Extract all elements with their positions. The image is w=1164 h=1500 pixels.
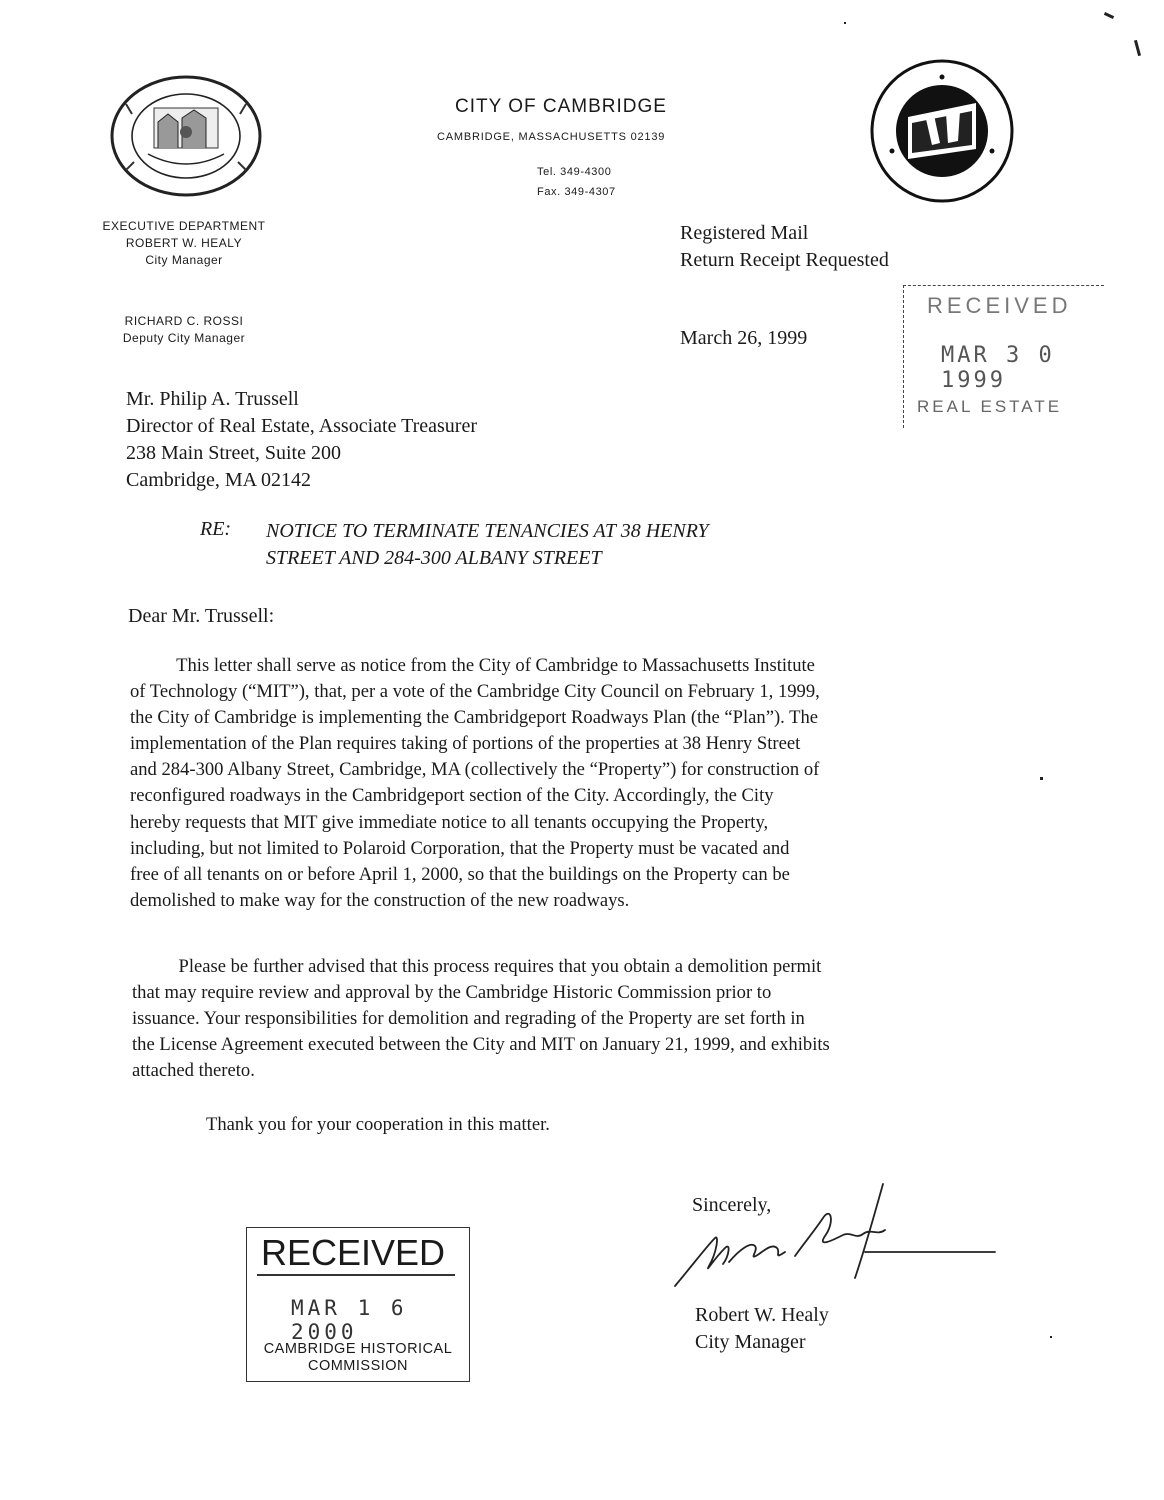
signer-block <box>695 1302 829 1356</box>
received-stamp-top <box>903 285 1111 433</box>
recipient-city: Cambridge, MA 02142 <box>126 469 311 491</box>
paragraph-line: the City of Cambridge is implementing the Cambridgeport Roadways Plan (the “Plan”). The <box>130 707 819 729</box>
award-emblem-icon <box>868 57 1016 205</box>
letterhead-address: CAMBRIDGE, MASSACHUSETTS 02139 <box>437 131 666 143</box>
deputy-title: Deputy City Manager <box>122 331 246 345</box>
signer-title: City Manager <box>695 1331 806 1353</box>
received-stamp-title: RECEIVED <box>261 1232 446 1273</box>
recipient-street: 238 Main Street, Suite 200 <box>126 442 341 464</box>
re-subject-line: STREET AND 284-300 ALBANY STREET <box>266 547 602 569</box>
recipient-title: Director of Real Estate, Associate Treasurer <box>126 415 478 437</box>
paragraph-line: reconfigured roadways in the Cambridgeport section of the City. Accordingly, the City <box>130 785 774 807</box>
salutation: Dear Mr. Trussell: <box>128 605 275 627</box>
closing: Sincerely, <box>692 1194 772 1216</box>
re-label: RE: <box>200 518 232 540</box>
mailing-instructions <box>680 220 889 274</box>
letter-date: March 26, 1999 <box>680 327 808 349</box>
body-paragraph-2 <box>132 954 830 1084</box>
received-stamp-historical-commission <box>246 1227 470 1382</box>
received-stamp-date: MAR 1 6 2000 <box>291 1296 408 1344</box>
paragraph-line: free of all tenants on or before April 1, 2000, so that the buildings on the Property can be <box>130 863 790 885</box>
paragraph-line: issuance. Your responsibilities for demolition and regrading of the Property are set forth in <box>132 1008 805 1030</box>
stamp-line-received: RECEIVED <box>927 293 1072 318</box>
scan-mark <box>1134 40 1141 56</box>
paragraph-line: hereby requests that MIT give immediate notice to all tenants occupying the Property, <box>130 811 769 833</box>
paragraph-line: and 284-300 Albany Street, Cambridge, MA (collectively the “Property”) for construction of <box>130 759 820 781</box>
body-paragraph-1 <box>130 653 820 914</box>
stamp-divider <box>257 1274 455 1276</box>
letterhead-city-name: CITY OF CAMBRIDGE <box>455 96 667 117</box>
stamp-line-department: REAL ESTATE <box>917 397 1063 416</box>
received-stamp-org-line: CAMBRIDGE HISTORICAL <box>263 1341 453 1357</box>
mailing-line: Registered Mail <box>680 222 809 244</box>
stamp-date: MAR 3 0 1999 <box>941 343 1055 393</box>
city-manager-name: ROBERT W. HEALY <box>125 236 243 250</box>
scan-mark <box>844 22 846 24</box>
paragraph-line: Please be further advised that this process requires that you obtain a demolition permit <box>132 956 822 977</box>
mailing-line: Return Receipt Requested <box>680 249 889 271</box>
re-subject-line: NOTICE TO TERMINATE TENANCIES AT 38 HENRY <box>266 520 709 542</box>
paragraph-line: of Technology (“MIT”), that, per a vote of the Cambridge City Council on February 1, 1999, <box>130 681 820 703</box>
signer-name: Robert W. Healy <box>695 1304 829 1326</box>
city-manager-title: City Manager <box>145 253 223 267</box>
scan-mark <box>1040 777 1043 780</box>
letterhead-telephone: Tel. 349-4300 <box>537 166 612 178</box>
paragraph-line: including, but not limited to Polaroid Corporation, that the Property must be vacated and <box>130 837 790 859</box>
deputy-block <box>104 313 264 347</box>
recipient-address <box>126 386 477 494</box>
paragraph-line: demolished to make way for the construction of the new roadways. <box>130 889 630 911</box>
department-name: EXECUTIVE DEPARTMENT <box>102 219 266 233</box>
scan-mark <box>1050 1336 1052 1338</box>
city-seal-icon <box>108 74 264 198</box>
received-stamp-organization <box>247 1341 469 1375</box>
paragraph-line: implementation of the Plan requires taking of portions of the properties at 38 Henry Street <box>130 733 801 755</box>
re-subject <box>266 518 709 572</box>
body-paragraph-3: Thank you for your cooperation in this matter. <box>206 1114 550 1135</box>
executive-department-block <box>84 218 284 269</box>
paragraph-line: that may require review and approval by the Cambridge Historic Commission prior to <box>132 982 772 1004</box>
paragraph-line: attached thereto. <box>132 1060 255 1082</box>
letterhead-fax: Fax. 349-4307 <box>537 186 616 198</box>
received-stamp-org-line: COMMISSION <box>307 1358 409 1374</box>
paragraph-line: This letter shall serve as notice from the City of Cambridge to Massachusetts Institute <box>130 655 815 676</box>
scan-mark <box>1104 12 1114 19</box>
handwritten-signature <box>655 1182 1000 1292</box>
paragraph-line: the License Agreement executed between the City and MIT on January 21, 1999, and exhibits <box>132 1034 830 1056</box>
recipient-name: Mr. Philip A. Trussell <box>126 388 299 410</box>
deputy-name: RICHARD C. ROSSI <box>124 314 244 328</box>
